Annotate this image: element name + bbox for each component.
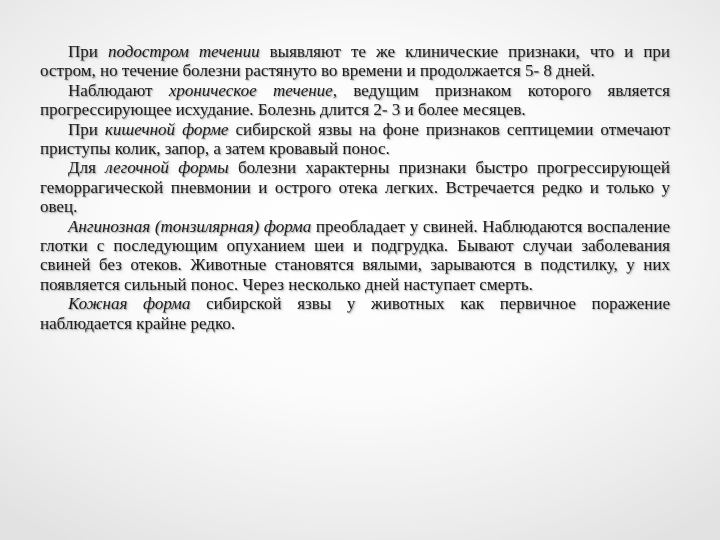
paragraph-subacute-course (40, 42, 670, 81)
text-run: болезни характерны признаки быстро прогрессирующей геморрагической пневмонии и острого отека легких. Встречается редко и только у овец. (40, 158, 670, 217)
paragraph-cutaneous-form (40, 294, 670, 333)
italic-term: Кожная форма (68, 294, 191, 314)
paragraph-pulmonary-form (40, 158, 670, 216)
slide-body-text (40, 42, 670, 333)
italic-term: кишечной форме (104, 119, 229, 139)
text-run: , ведущим признаком которого является прогрессирующее исхудание. Болезнь длится 2- 3 и более месяцев. (40, 80, 670, 120)
italic-term: легочной формы (105, 158, 229, 178)
text-run: выявляют те же клинические признаки, что и при остром, но течение болезни растянуто во времени и продолжается 5- 8 дней. (40, 42, 671, 81)
text-run: сибирской язвы на фоне признаков септицемии отмечают приступы колик, запор, а затем кровавый понос. (40, 119, 670, 159)
text-run: Для (68, 158, 106, 178)
text-run: преобладает у свиней. Наблюдаются воспаление глотки с последующим опуханием шеи и подгрудка. Бывают случаи заболевания свиней без отеков. Животные становятся вялыми, зарываются в подстилку, у них появляется сильный понос. Через несколько дней наступает смерть. (40, 216, 670, 294)
text-run: Наблюдают (68, 80, 169, 100)
paragraph-intestinal-form (40, 120, 670, 159)
text-run: сибирской язвы у животных как первичное поражение наблюдается крайне редко. (40, 294, 670, 333)
italic-term: подостром течении (107, 42, 260, 61)
paragraph-anginal-form (40, 217, 670, 295)
italic-term: Ангинозная (тонзилярная) форма (68, 216, 312, 236)
text-run: При (68, 119, 105, 139)
text-run: При (68, 42, 108, 61)
italic-term: хроническое течение (168, 80, 333, 100)
paragraph-chronic-course (40, 81, 670, 120)
